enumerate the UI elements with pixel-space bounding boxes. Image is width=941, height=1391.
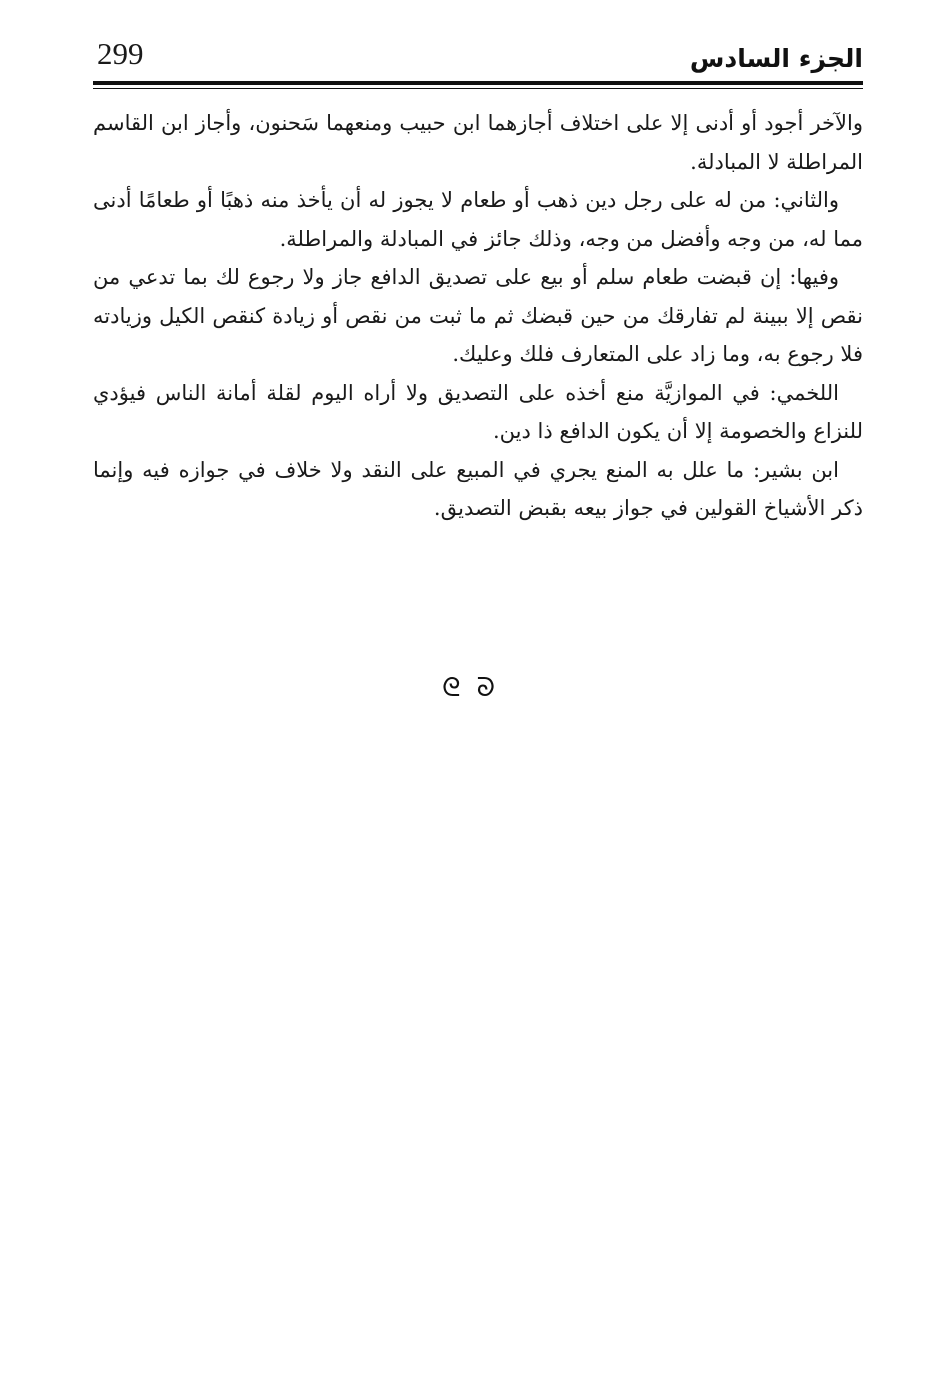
paragraph-ibn-bashir: ابن بشير: ما علل به المنع يجري في المبيع على النقد ولا خلاف في جوازه فيه وإنما ذكر الأشياخ القولين في جواز بيعه بقبض التصديق. bbox=[93, 457, 863, 520]
page-number: 299 bbox=[97, 36, 144, 71]
paragraph-second-case: والثاني: من له على رجل دين ذهب أو طعام لا يجوز له أن يأخذ منه ذهبًا أو طعامًا أدنى مما له، من وجه وأفضل من وجه، وذلك جائز في المبادلة والمراطلة. bbox=[93, 188, 863, 251]
paragraph-continuation: والآخر أجود أو أدنى إلا على اختلاف أجازهما ابن حبيب ومنعهما سَحنون، وأجاز ابن القاسم المراطلة لا المبادلة. bbox=[93, 111, 863, 174]
section-end-ornament: ᘓ ᘐ bbox=[442, 673, 499, 703]
paragraph-lakhmi: اللخمي: في الموازيَّة منع أخذه على التصديق ولا أراه اليوم لقلة أمانة الناس فيؤدي للنزاع والخصومة إلا أن يكون الدافع ذا دين. bbox=[93, 380, 863, 443]
header-rule-thin bbox=[93, 88, 863, 89]
header-rule-thick bbox=[93, 81, 863, 85]
body-text bbox=[93, 104, 863, 528]
paragraph-fiha: وفيها: إن قبضت طعام سلم أو بيع على تصديق الدافع جاز ولا رجوع لك بما تدعي من نقص إلا ببينة لم تفارقك من حين قبضك ثم ما ثبت من نقص أو زيادة كنقص الكيل وزيادته فلا رجوع به، وما زاد على المتعارف فلك وعليك. bbox=[93, 265, 863, 366]
running-title: الجزء السادس bbox=[689, 44, 863, 73]
page-header bbox=[93, 28, 863, 88]
